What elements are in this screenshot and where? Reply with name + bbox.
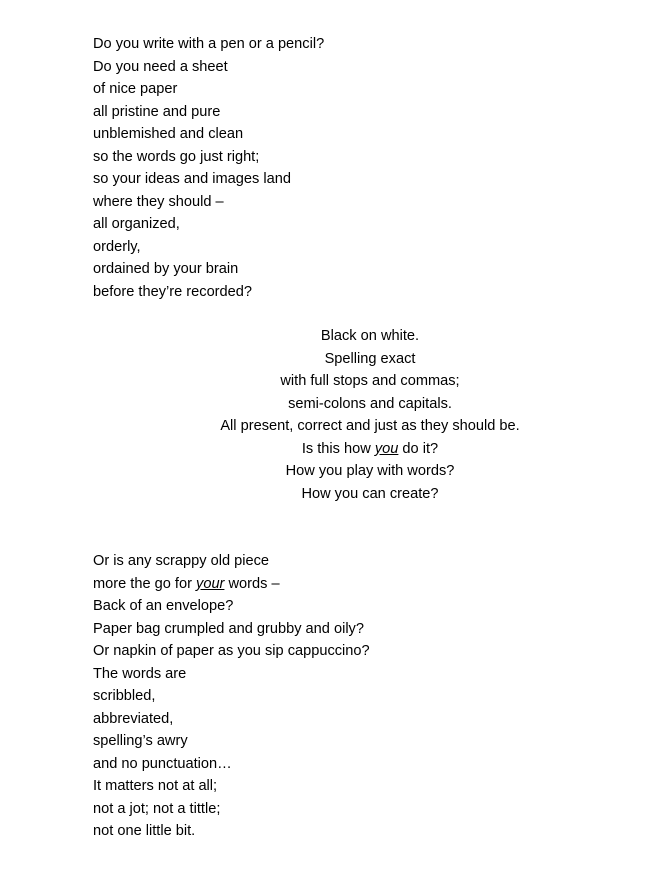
poem-line: before they’re recorded? bbox=[93, 283, 253, 300]
emphasized-word: your bbox=[196, 575, 225, 592]
poem-line: not a jot; not a tittle; bbox=[93, 800, 221, 817]
poem-line: Do you write with a pen or a pencil? bbox=[93, 36, 325, 52]
poem-line: orderly, bbox=[93, 238, 141, 255]
poem-line: not one little bit. bbox=[93, 823, 196, 839]
line-text: do it? bbox=[398, 440, 439, 457]
poem-line: where they should – bbox=[93, 193, 224, 210]
stanza-1 bbox=[93, 33, 324, 303]
poem-line: How you can create? bbox=[301, 485, 439, 502]
poem-line: Back of an envelope? bbox=[93, 598, 234, 614]
poem-line: scribbled, bbox=[93, 688, 156, 704]
poem-line: and no punctuation… bbox=[93, 755, 232, 772]
poem-line: abbreviated, bbox=[93, 710, 174, 727]
poem-line: unblemished and clean bbox=[93, 126, 244, 142]
poem-line: Or napkin of paper as you sip cappuccino? bbox=[93, 643, 370, 659]
stanza-3 bbox=[93, 550, 370, 843]
poem-line bbox=[0, 438, 650, 461]
line-text: more the go for bbox=[93, 575, 197, 592]
poem-line: ordained by your brain bbox=[93, 261, 239, 277]
emphasized-word: you bbox=[374, 440, 399, 457]
poem-line: so your ideas and images land bbox=[93, 171, 291, 187]
poem-line: all organized, bbox=[93, 216, 180, 232]
poem-line: The words are bbox=[93, 665, 187, 682]
poem-line: Do you need a sheet bbox=[93, 58, 228, 75]
poem-line: of nice paper bbox=[93, 81, 178, 97]
poem-line: Spelling exact bbox=[324, 350, 416, 367]
poem-line bbox=[93, 573, 370, 596]
poem-line: all pristine and pure bbox=[93, 103, 221, 120]
poem-line: semi-colons and capitals. bbox=[288, 395, 452, 412]
poem-line: spelling’s awry bbox=[93, 733, 188, 749]
poem-line: with full stops and commas; bbox=[280, 373, 460, 389]
poem-line: How you play with words? bbox=[285, 463, 455, 479]
poem-line: It matters not at all; bbox=[93, 778, 218, 794]
line-text: words – bbox=[224, 575, 280, 592]
poem-line: All present, correct and just as they should be. bbox=[220, 418, 520, 434]
poem-line: Black on white. bbox=[320, 328, 420, 344]
stanza-2 bbox=[0, 325, 650, 505]
line-text: Is this how bbox=[301, 440, 375, 457]
poem-line: so the words go just right; bbox=[93, 148, 260, 165]
poem-line: Paper bag crumpled and grubby and oily? bbox=[93, 620, 364, 637]
poem-line: Or is any scrappy old piece bbox=[93, 553, 270, 569]
